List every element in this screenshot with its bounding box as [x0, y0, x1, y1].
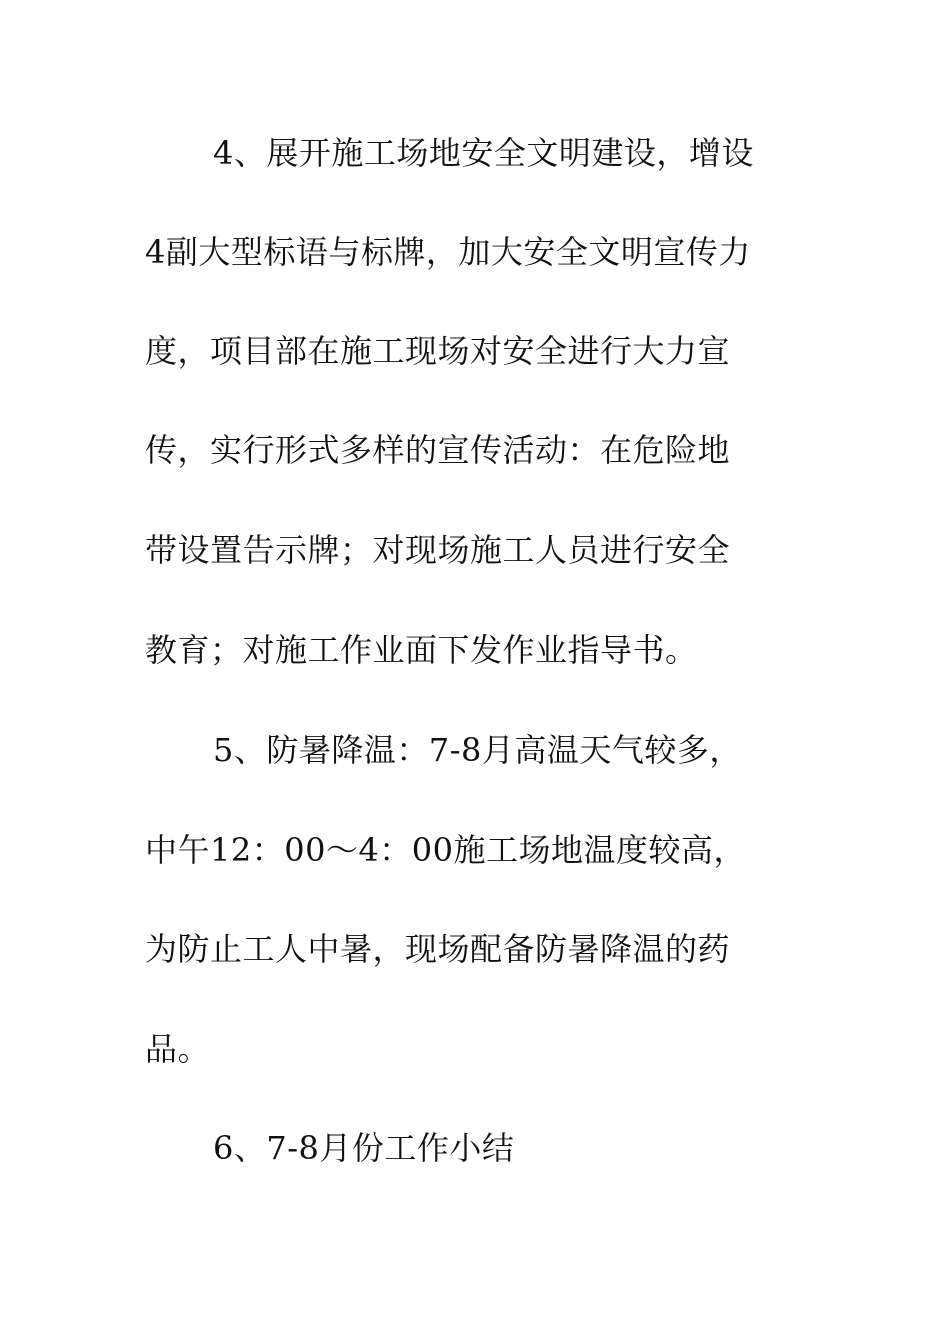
- paragraph-4-line-6: 教育；对施工作业面下发作业指导书。: [145, 631, 698, 669]
- paragraph-5-line-2: 中午12：00～4：00施工场地温度较高，: [145, 831, 747, 869]
- paragraph-4-line-2: 4副大型标语与标牌，加大安全文明宣传力: [145, 233, 751, 271]
- paragraph-6-heading: 6、7-8月份工作小结: [213, 1129, 515, 1167]
- paragraph-4-line-4: 传，实行形式多样的宣传活动：在危险地: [145, 431, 731, 469]
- paragraph-4-line-1: 4、展开施工场地安全文明建设，增设: [213, 134, 754, 172]
- paragraph-4-line-3: 度，项目部在施工现场对安全进行大力宣: [145, 332, 731, 370]
- paragraph-5-line-1: 5、防暑降温：7-8月高温天气较多，: [213, 731, 742, 769]
- paragraph-4-line-5: 带设置告示牌；对现场施工人员进行安全: [145, 531, 731, 569]
- paragraph-5-line-4: 品。: [145, 1030, 211, 1068]
- paragraph-5-line-3: 为防止工人中暑，现场配备防暑降温的药: [145, 930, 731, 968]
